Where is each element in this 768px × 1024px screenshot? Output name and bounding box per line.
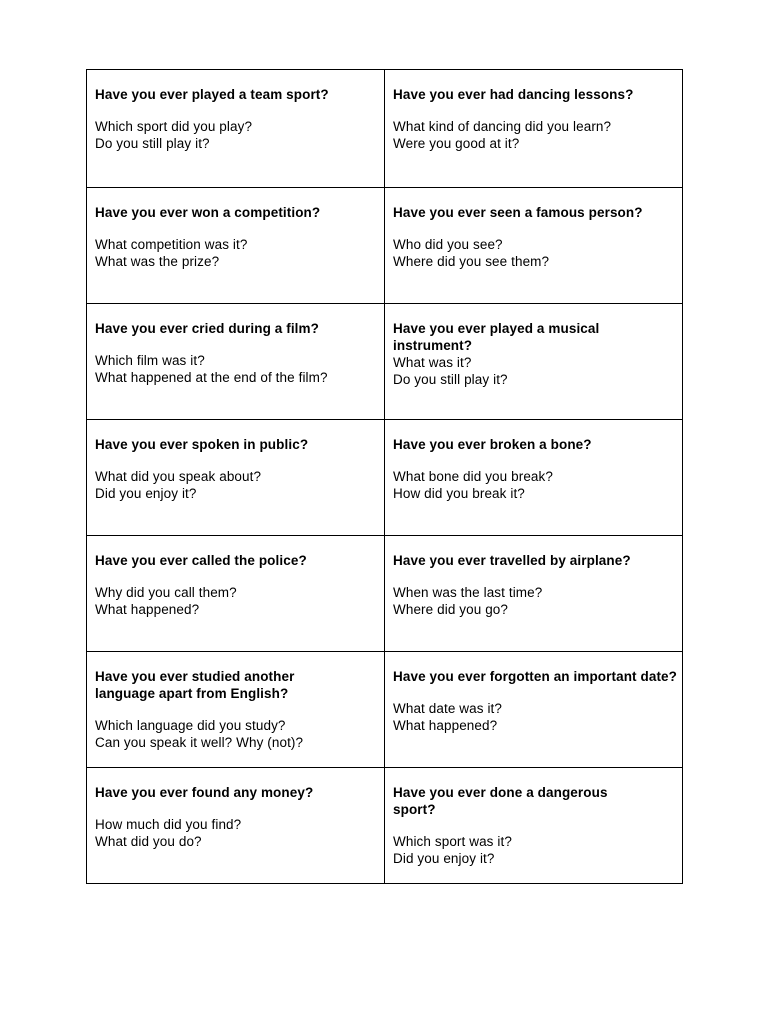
card-question: Have you ever travelled by airplane? xyxy=(393,553,631,568)
question-card xyxy=(87,70,385,188)
card-followup: What did you do? xyxy=(95,834,202,849)
card-question: Have you ever seen a famous person? xyxy=(393,205,643,220)
question-card xyxy=(385,768,683,884)
card-followup: Where did you see them? xyxy=(393,254,550,269)
card-row xyxy=(87,652,683,768)
question-card xyxy=(87,188,385,304)
card-followup: What competition was it? xyxy=(95,237,248,252)
card-followup: Did you enjoy it? xyxy=(393,851,495,866)
card-question: Have you ever played a musical instrument? xyxy=(393,321,600,353)
card-question: Have you ever done a dangerous sport? xyxy=(393,785,608,817)
card-followup: How did you break it? xyxy=(393,486,525,501)
card-followup: What was the prize? xyxy=(95,254,220,269)
question-card xyxy=(385,652,683,768)
card-row xyxy=(87,768,683,884)
card-question: Have you ever found any money? xyxy=(95,785,314,800)
question-cards-table xyxy=(86,69,683,884)
card-question: Have you ever broken a bone? xyxy=(393,437,592,452)
card-followup: What did you speak about? xyxy=(95,469,262,484)
question-card xyxy=(87,536,385,652)
question-card xyxy=(385,70,683,188)
question-card xyxy=(385,188,683,304)
card-followup: Which film was it? xyxy=(95,353,205,368)
card-followup: How much did you find? xyxy=(95,817,242,832)
card-followup: Were you good at it? xyxy=(393,136,520,151)
card-followup: Who did you see? xyxy=(393,237,503,252)
card-question: Have you ever had dancing lessons? xyxy=(393,87,634,102)
card-followup: Which sport did you play? xyxy=(95,119,253,134)
card-followup: What was it? xyxy=(393,355,472,370)
card-question: Have you ever studied another language apart from English? xyxy=(95,669,295,701)
card-row xyxy=(87,536,683,652)
card-followup: Can you speak it well? Why (not)? xyxy=(95,735,304,750)
card-followup: Do you still play it? xyxy=(95,136,210,151)
card-followup: What happened? xyxy=(393,718,498,733)
card-question: Have you ever won a competition? xyxy=(95,205,321,220)
card-question: Have you ever spoken in public? xyxy=(95,437,309,452)
question-card xyxy=(87,652,385,768)
card-question: Have you ever played a team sport? xyxy=(95,87,329,102)
card-followup: Do you still play it? xyxy=(393,372,508,387)
question-card xyxy=(385,536,683,652)
card-followup: Did you enjoy it? xyxy=(95,486,197,501)
card-followup: When was the last time? xyxy=(393,585,543,600)
question-card xyxy=(87,304,385,420)
question-card xyxy=(385,420,683,536)
card-followup: What kind of dancing did you learn? xyxy=(393,119,612,134)
question-card xyxy=(385,304,683,420)
question-card xyxy=(87,420,385,536)
card-followup: Which sport was it? xyxy=(393,834,512,849)
card-followup: Where did you go? xyxy=(393,602,509,617)
card-followup: Why did you call them? xyxy=(95,585,237,600)
card-followup: What happened? xyxy=(95,602,200,617)
card-followup: Which language did you study? xyxy=(95,718,286,733)
card-row xyxy=(87,420,683,536)
card-followup: What happened at the end of the film? xyxy=(95,370,328,385)
card-row xyxy=(87,304,683,420)
card-followup: What date was it? xyxy=(393,701,503,716)
card-followup: What bone did you break? xyxy=(393,469,554,484)
question-card xyxy=(87,768,385,884)
card-question: Have you ever cried during a film? xyxy=(95,321,319,336)
card-row xyxy=(87,70,683,188)
card-row xyxy=(87,188,683,304)
card-question: Have you ever forgotten an important date? xyxy=(393,669,677,684)
card-question: Have you ever called the police? xyxy=(95,553,307,568)
